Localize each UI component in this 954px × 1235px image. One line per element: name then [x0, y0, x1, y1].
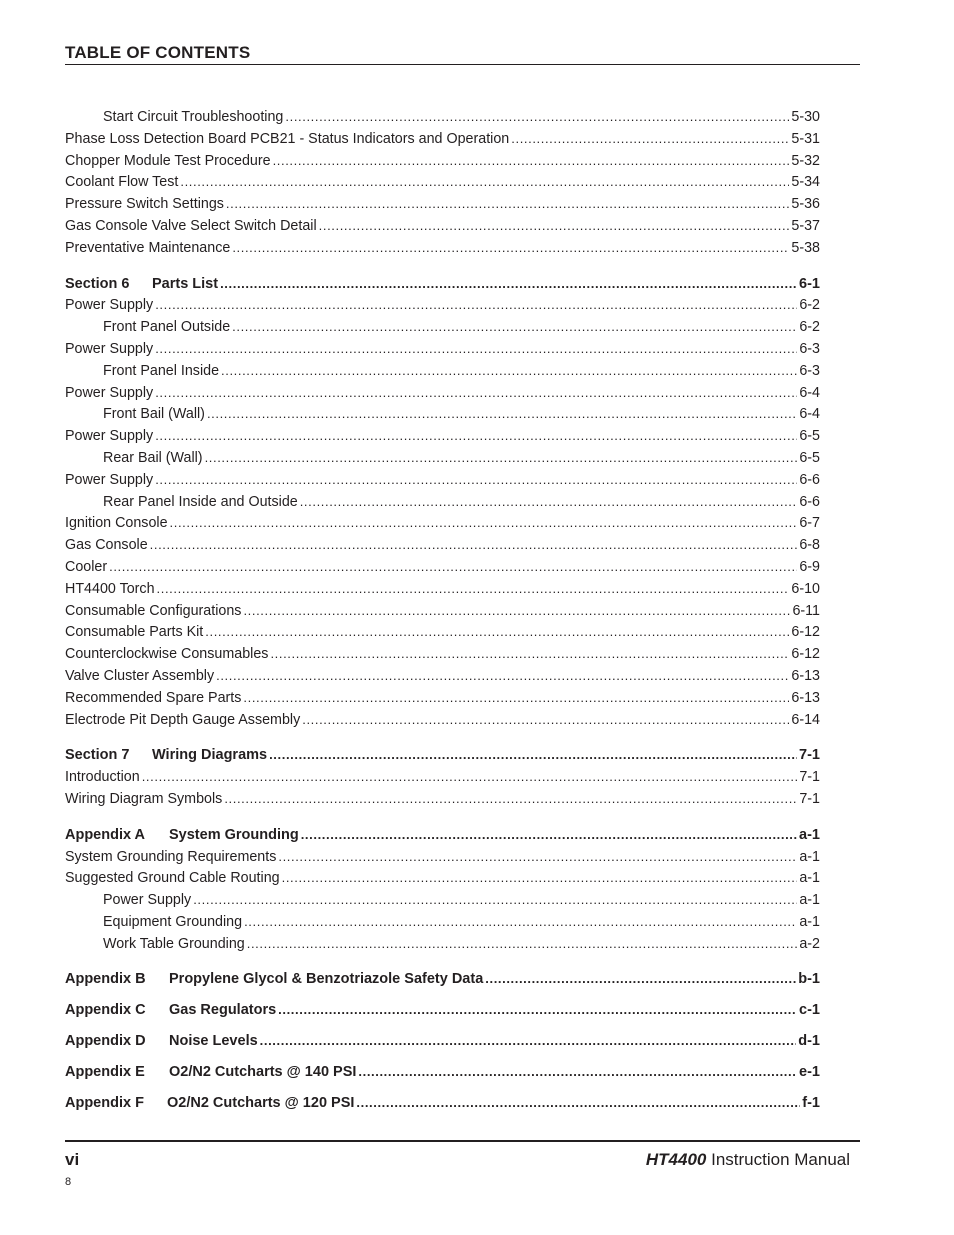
- toc-entry[interactable]: Introduction ..... 7-1: [65, 766, 820, 788]
- header-divider: [65, 64, 860, 65]
- toc-entry[interactable]: Front Panel Inside ..... 6-3: [65, 360, 820, 382]
- toc-entry[interactable]: Cooler ..... 6-9: [65, 556, 820, 578]
- toc-entry[interactable]: Pressure Switch Settings ..... 5-36: [65, 193, 820, 215]
- toc-entry[interactable]: Valve Cluster Assembly ..... 6-13: [65, 665, 820, 687]
- toc-appendix-heading[interactable]: Appendix B Propylene Glycol & Benzotriazole Safety Data ..... b-1: [65, 968, 820, 990]
- toc-entry[interactable]: Work Table Grounding ..... a-2: [65, 933, 820, 955]
- toc-entry[interactable]: Counterclockwise Consumables ..... 6-12: [65, 643, 820, 665]
- toc-entry[interactable]: Rear Bail (Wall) ..... 6-5: [65, 447, 820, 469]
- toc-entry[interactable]: Gas Console ..... 6-8: [65, 534, 820, 556]
- toc-entry[interactable]: Suggested Ground Cable Routing ..... a-1: [65, 867, 820, 889]
- toc-appendix-heading[interactable]: Appendix D Noise Levels ..... d-1: [65, 1030, 820, 1052]
- toc-entry[interactable]: Power Supply ..... 6-2: [65, 294, 820, 316]
- toc-entry[interactable]: Equipment Grounding ..... a-1: [65, 911, 820, 933]
- page-title: TABLE OF CONTENTS: [65, 43, 251, 62]
- page-number: vi: [65, 1150, 80, 1169]
- toc-entry[interactable]: Gas Console Valve Select Switch Detail ..... 5-37: [65, 215, 820, 237]
- table-of-contents: [65, 106, 820, 1114]
- toc-entry[interactable]: Front Panel Outside ..... 6-2: [65, 316, 820, 338]
- model-name: HT4400: [645, 1150, 707, 1169]
- toc-appendix-heading[interactable]: Appendix A System Grounding ..... a-1: [65, 824, 820, 846]
- manual-title: [646, 1150, 850, 1170]
- toc-entry[interactable]: Power Supply ..... a-1: [65, 889, 820, 911]
- toc-section-heading[interactable]: Section 6 Parts List ..... 6-1: [65, 273, 820, 295]
- toc-entry[interactable]: Consumable Configurations ..... 6-11: [65, 600, 820, 622]
- toc-appendix-heading[interactable]: Appendix F O2/N2 Cutcharts @ 120 PSI ..... f-1: [65, 1092, 820, 1114]
- toc-entry[interactable]: Start Circuit Troubleshooting ..... 5-30: [65, 106, 820, 128]
- toc-entry[interactable]: Recommended Spare Parts ..... 6-13: [65, 687, 820, 709]
- toc-entry[interactable]: HT4400 Torch ..... 6-10: [65, 578, 820, 600]
- manual-label: Instruction Manual: [711, 1150, 850, 1169]
- toc-entry[interactable]: Consumable Parts Kit ..... 6-12: [65, 621, 820, 643]
- toc-entry[interactable]: Chopper Module Test Procedure ..... 5-32: [65, 150, 820, 172]
- toc-entry[interactable]: Wiring Diagram Symbols ..... 7-1: [65, 788, 820, 810]
- toc-entry[interactable]: Power Supply ..... 6-5: [65, 425, 820, 447]
- page-index: 8: [65, 1176, 72, 1188]
- toc-appendix-heading[interactable]: Appendix E O2/N2 Cutcharts @ 140 PSI ..... e-1: [65, 1061, 820, 1083]
- toc-entry[interactable]: System Grounding Requirements ..... a-1: [65, 846, 820, 868]
- toc-entry[interactable]: Phase Loss Detection Board PCB21 - Status Indicators and Operation ..... 5-31: [65, 128, 820, 150]
- toc-entry[interactable]: Coolant Flow Test ..... 5-34: [65, 171, 820, 193]
- toc-entry[interactable]: Electrode Pit Depth Gauge Assembly ..... 6-14: [65, 709, 820, 731]
- toc-entry[interactable]: Power Supply ..... 6-6: [65, 469, 820, 491]
- toc-entry[interactable]: Power Supply ..... 6-4: [65, 382, 820, 404]
- toc-entry[interactable]: Power Supply ..... 6-3: [65, 338, 820, 360]
- toc-section-heading[interactable]: Section 7 Wiring Diagrams ..... 7-1: [65, 744, 820, 766]
- toc-entry[interactable]: Front Bail (Wall) ..... 6-4: [65, 403, 820, 425]
- toc-entry[interactable]: Ignition Console ..... 6-7: [65, 512, 820, 534]
- footer-divider: [65, 1140, 860, 1142]
- toc-entry[interactable]: Rear Panel Inside and Outside ..... 6-6: [65, 491, 820, 513]
- toc-entry[interactable]: Preventative Maintenance ..... 5-38: [65, 237, 820, 259]
- toc-appendix-heading[interactable]: Appendix C Gas Regulators ..... c-1: [65, 999, 820, 1021]
